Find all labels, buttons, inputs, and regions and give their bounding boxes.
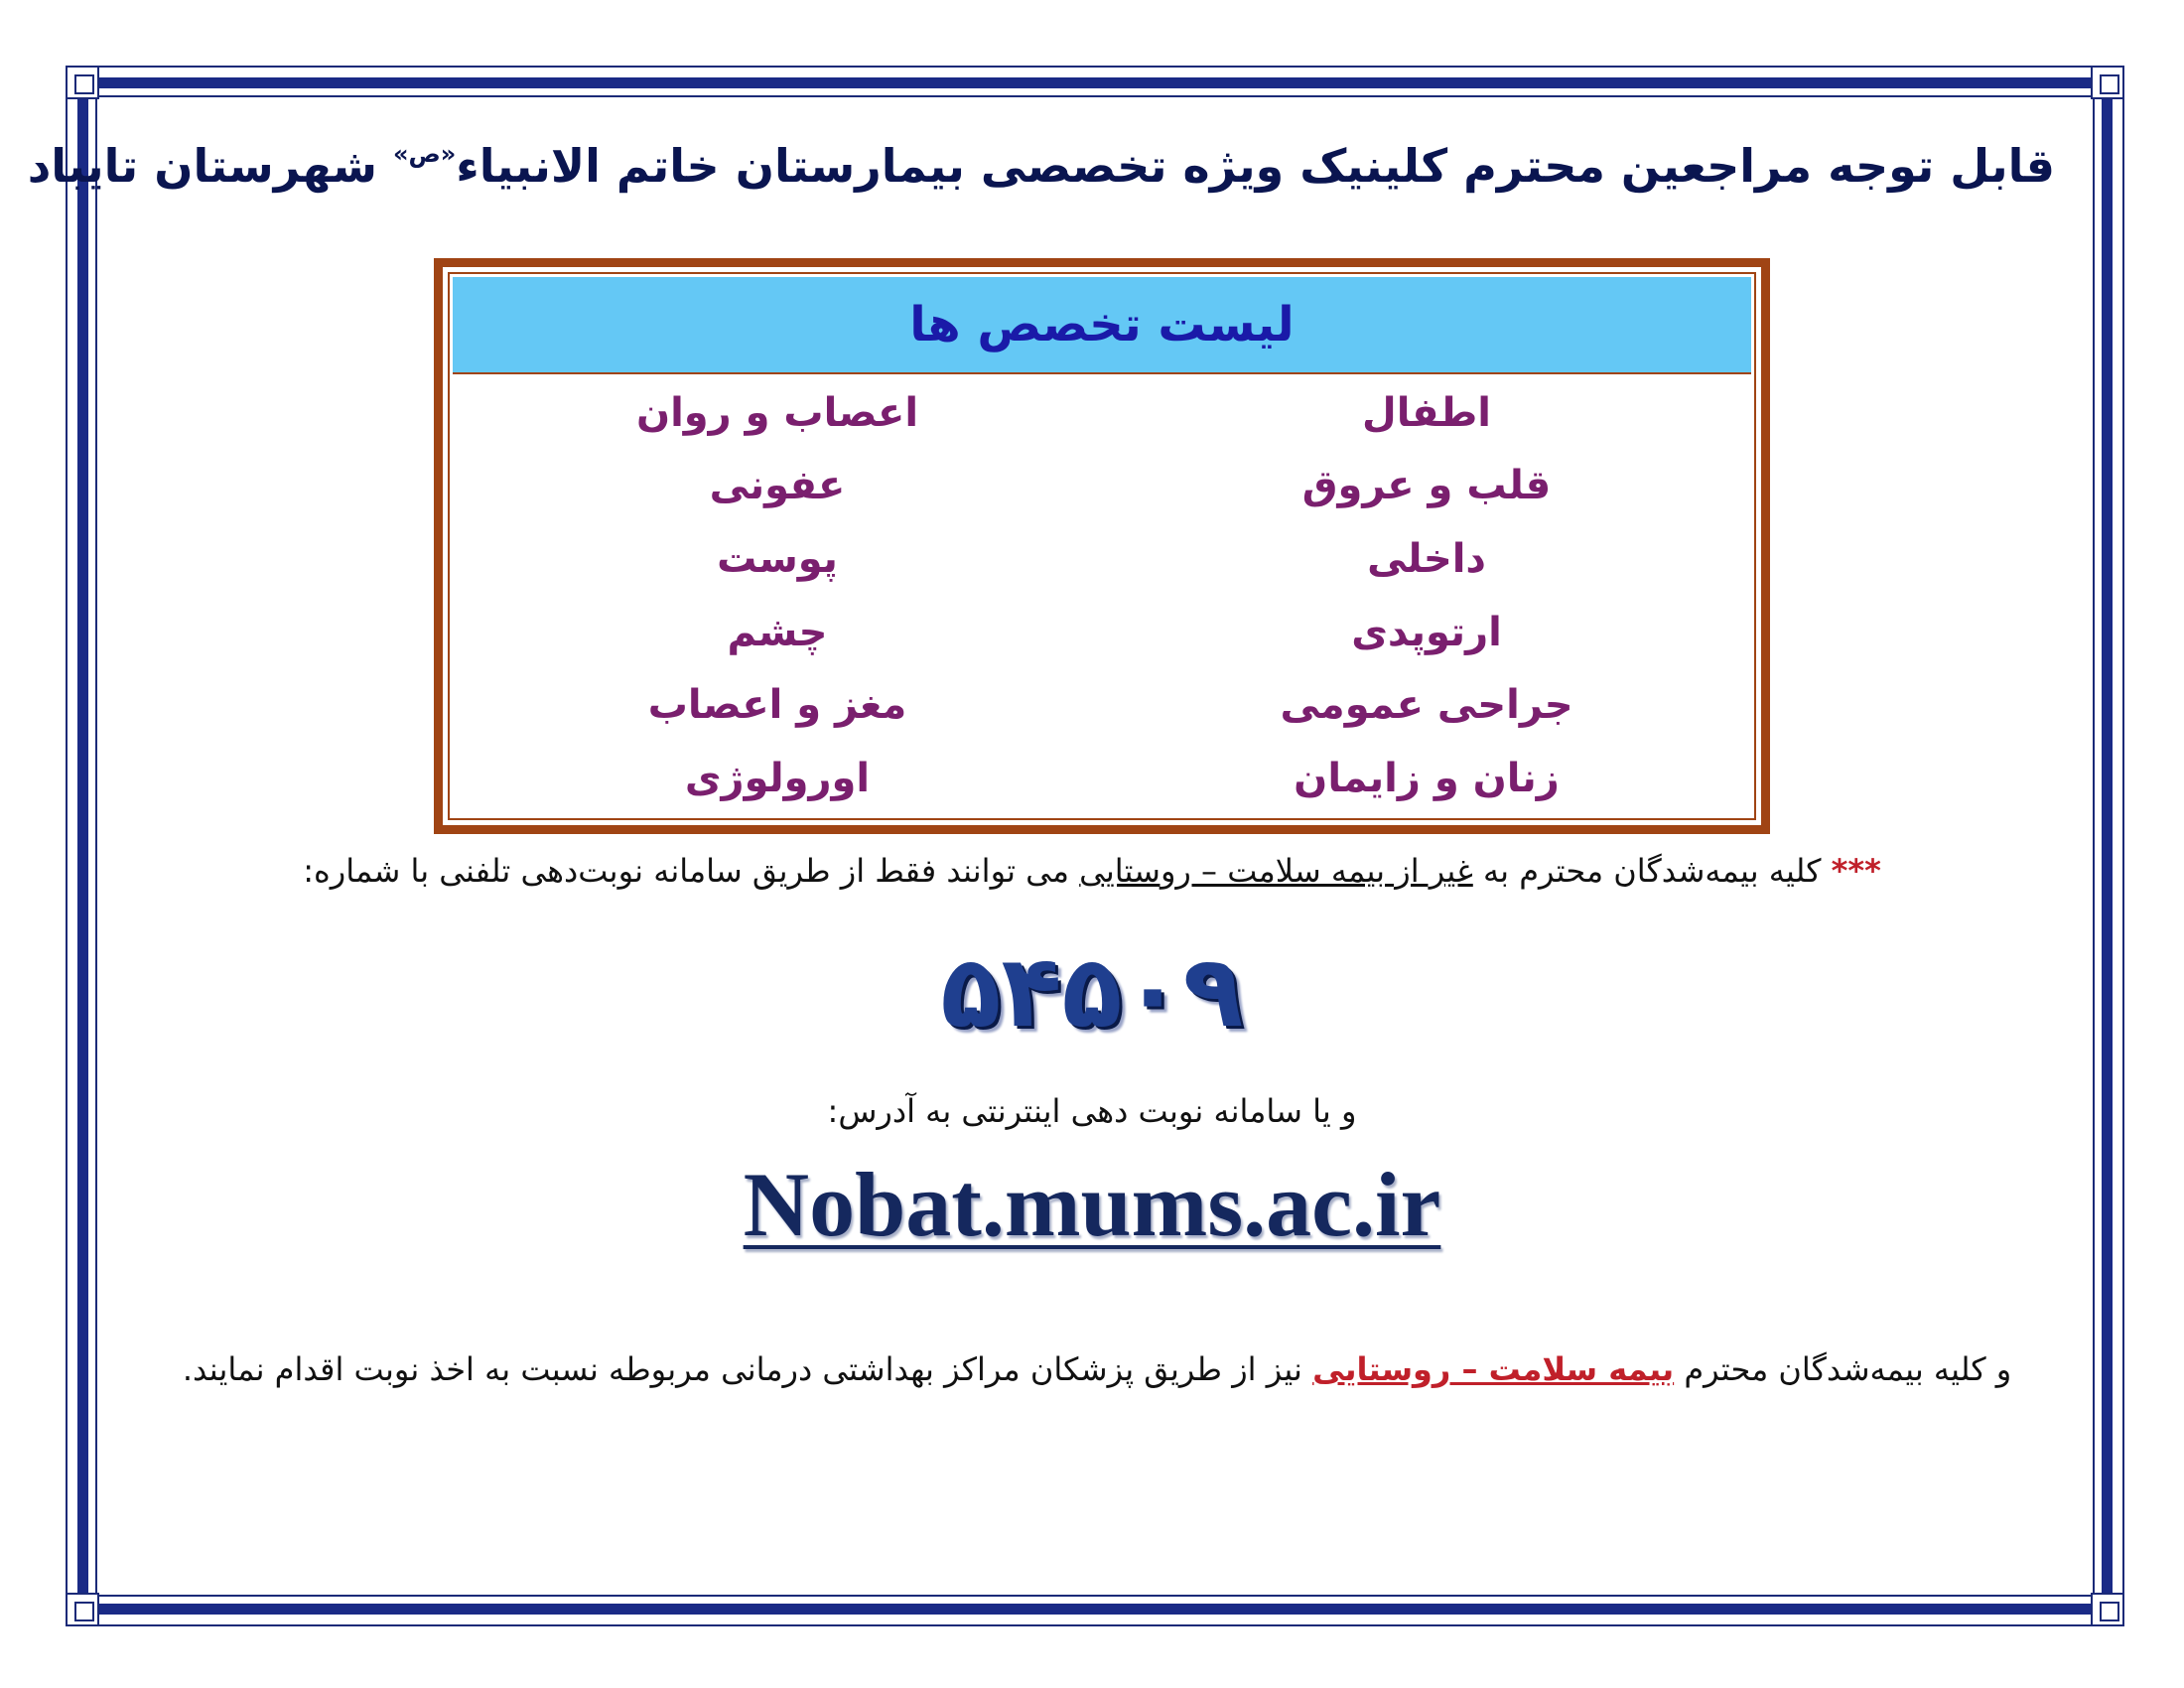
notice-underlined-text: غیر از بیمه سلامت – روستایی bbox=[1079, 852, 1473, 890]
specialty-item: جراحی عمومی bbox=[1280, 682, 1573, 729]
specialty-item: مغز و اعصاب bbox=[647, 682, 907, 729]
bottom-text-end: نیز از طریق پزشکان مراکز بهداشتی درمانی مربوطه نسبت به اخذ نوبت اقدام نمایند. bbox=[182, 1350, 1302, 1388]
bottom-text-start: و کلیه بیمه‌شدگان محترم bbox=[1684, 1350, 2012, 1388]
specialty-item: داخلی bbox=[1367, 536, 1486, 583]
specialties-table bbox=[434, 258, 1770, 834]
specialty-item: عفونی bbox=[709, 463, 846, 509]
specialty-item: پوست bbox=[717, 536, 838, 583]
frame-corner-ornament bbox=[66, 66, 99, 99]
specialty-item: ارتوپدی bbox=[1351, 609, 1502, 655]
notice-stars: *** bbox=[1831, 852, 1881, 890]
online-booking-label: و یا سامانه نوبت دهی اینترنتی به آدرس: bbox=[827, 1092, 1357, 1130]
title-main: قابل توجه مراجعین محترم کلینیک ویژه تخصصی بیمارستان خاتم الانبیاء bbox=[456, 139, 2055, 193]
title-honorific: «ص» bbox=[392, 140, 457, 168]
frame-corner-ornament bbox=[2091, 66, 2124, 99]
bottom-highlight-text: بیمه سلامت – روستایی bbox=[1312, 1350, 1675, 1388]
notice-text-start: کلیه بیمه‌شدگان محترم به bbox=[1482, 852, 1822, 890]
frame-corner-ornament bbox=[66, 1593, 99, 1626]
specialties-grid bbox=[453, 376, 1751, 815]
notice-text-end: می توانند فقط از طریق سامانه نوبت‌دهی تلفنی با شماره: bbox=[303, 852, 1069, 890]
title-suffix: شهرستان تایباد bbox=[27, 139, 377, 193]
phone-booking-notice bbox=[179, 852, 2005, 890]
frame-corner-ornament bbox=[2091, 1593, 2124, 1626]
specialty-item: اعصاب و روان bbox=[635, 389, 919, 436]
specialties-header-label: لیست تخصص ها bbox=[909, 297, 1295, 352]
specialty-item: اطفال bbox=[1362, 389, 1491, 436]
specialty-item: قلب و عروق bbox=[1301, 463, 1552, 509]
specialty-item: زنان و زایمان bbox=[1294, 756, 1560, 802]
page-title bbox=[27, 139, 2055, 193]
specialty-item: چشم bbox=[727, 609, 828, 655]
specialty-item: اورولوژی bbox=[684, 756, 871, 802]
specialties-header bbox=[453, 277, 1751, 374]
phone-number: ۵۴۵۰۹ bbox=[940, 933, 1244, 1050]
rural-insurance-notice bbox=[109, 1350, 2085, 1388]
booking-url-link[interactable]: Nobat.mums.ac.ir bbox=[743, 1154, 1441, 1255]
